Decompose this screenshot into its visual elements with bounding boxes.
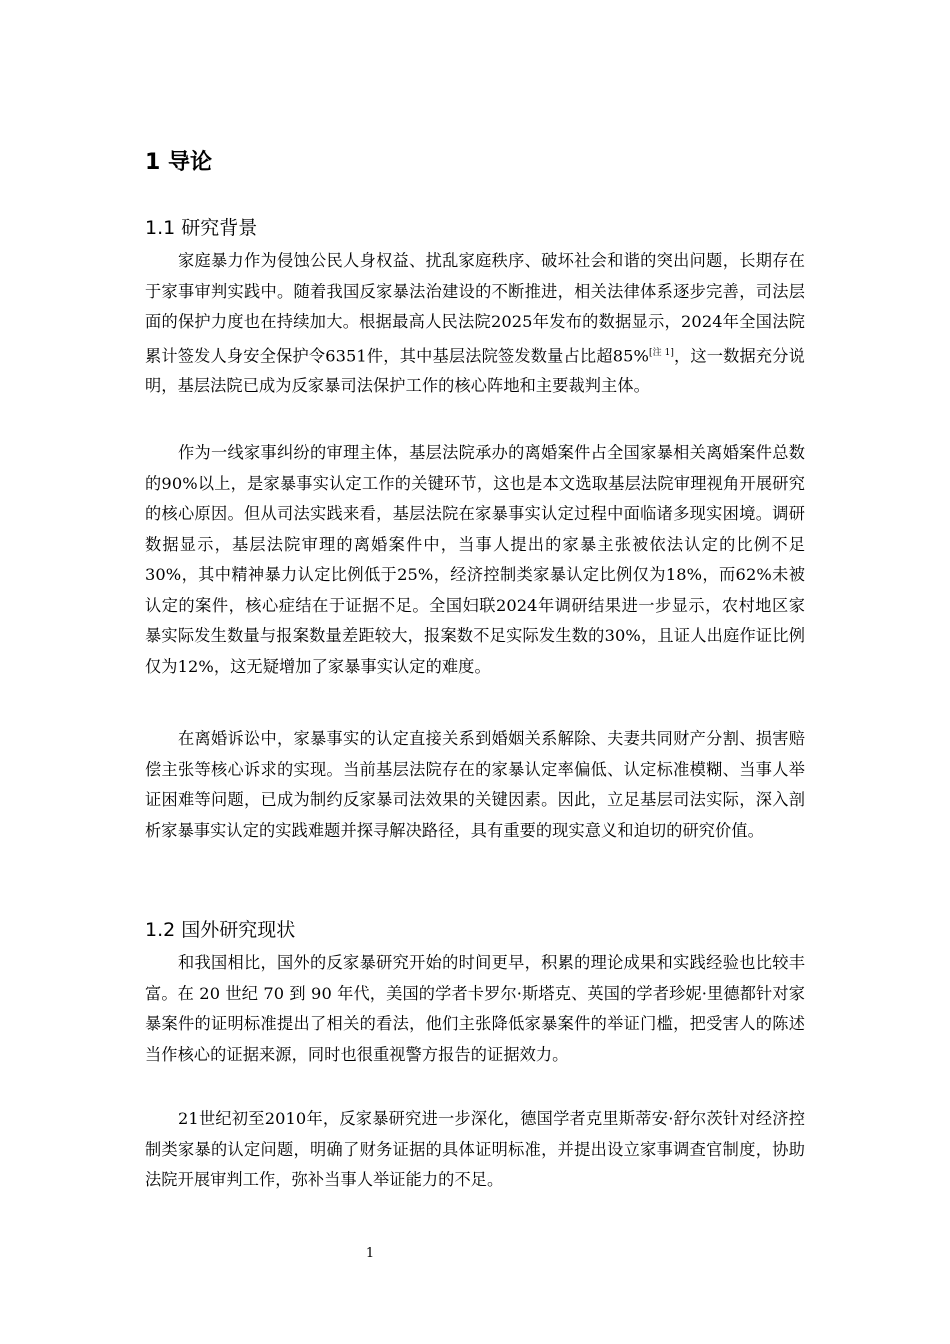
- paragraph: [145, 246, 805, 402]
- page-number: 1: [365, 1246, 375, 1261]
- paragraph-text: 家庭暴力作为侵蚀公民人身权益、扰乱家庭秩序、破坏社会和谐的突出问题，长期存在于家事审判实践中。随着我国反家暴法治建设的不断推进，相关法律体系逐步完善，司法层面的保护力度也在持续加大。根据最高人民法院2025年发布的数据显示，2024年全国法院累计签发人身安全保护令6351件，其中基层法院签发数量占比超85%: [145, 251, 805, 365]
- paragraph: 作为一线家事纠纷的审理主体，基层法院承办的离婚案件占全国家暴相关离婚案件总数的90%以上，是家暴事实认定工作的关键环节，这也是本文选取基层法院审理视角开展研究的核心原因。但从司法实践来看，基层法院在家暴事实认定过程中面临诸多现实困境。调研数据显示，基层法院审理的离婚案件中，当事人提出的家暴主张被依法认定的比例不足30%，其中精神暴力认定比例低于25%，经济控制类家暴认定比例仅为18%，而62%未被认定的案件，核心症结在于证据不足。全国妇联2024年调研结果进一步显示，农村地区家暴实际发生数量与报案数量差距较大，报案数不足实际发生数的30%，且证人出庭作证比例仅为12%，这无疑增加了家暴事实认定的难度。: [145, 443, 805, 676]
- chapter-title: 1 导论: [145, 150, 212, 175]
- section-heading-foreign-research: 1.2 国外研究现状: [145, 919, 296, 941]
- paragraph: 和我国相比，国外的反家暴研究开始的时间更早，积累的理论成果和实践经验也比较丰富。在 20 世纪 70 到 90 年代，美国的学者卡罗尔·斯塔克、英国的学者珍妮·里德都针对家暴案件的证明标准提出了相关的看法，他们主张降低家暴案件的举证门槛，把受害人的陈述当作核心的证据来源，同时也很重视警方报告的证据效力。: [145, 953, 805, 1064]
- section-heading-research-background: 1.1 研究背景: [145, 217, 258, 239]
- paragraph-text: ，这一数据充分说明，基层法院已成为反家暴司法保护工作的核心阵地和主要裁判主体。: [145, 345, 805, 396]
- paragraph: 21世纪初至2010年，反家暴研究进一步深化，德国学者克里斯蒂安·舒尔茨针对经济控制类家暴的认定问题，明确了财务证据的具体证明标准，并提出设立家事调查官制度，协助法院开展审判工作，弥补当事人举证能力的不足。: [145, 1109, 805, 1189]
- paragraph: 在离婚诉讼中，家暴事实的认定直接关系到婚姻关系解除、夫妻共同财产分割、损害赔偿主张等核心诉求的实现。当前基层法院存在的家暴认定率偏低、认定标准模糊、当事人举证困难等问题，已成为制约反家暴司法效果的关键因素。因此，立足基层司法实际，深入剖析家暴事实认定的实践难题并探寻解决路径，具有重要的现实意义和迫切的研究价值。: [145, 729, 805, 840]
- footnote-reference[interactable]: [注 1]: [648, 347, 674, 358]
